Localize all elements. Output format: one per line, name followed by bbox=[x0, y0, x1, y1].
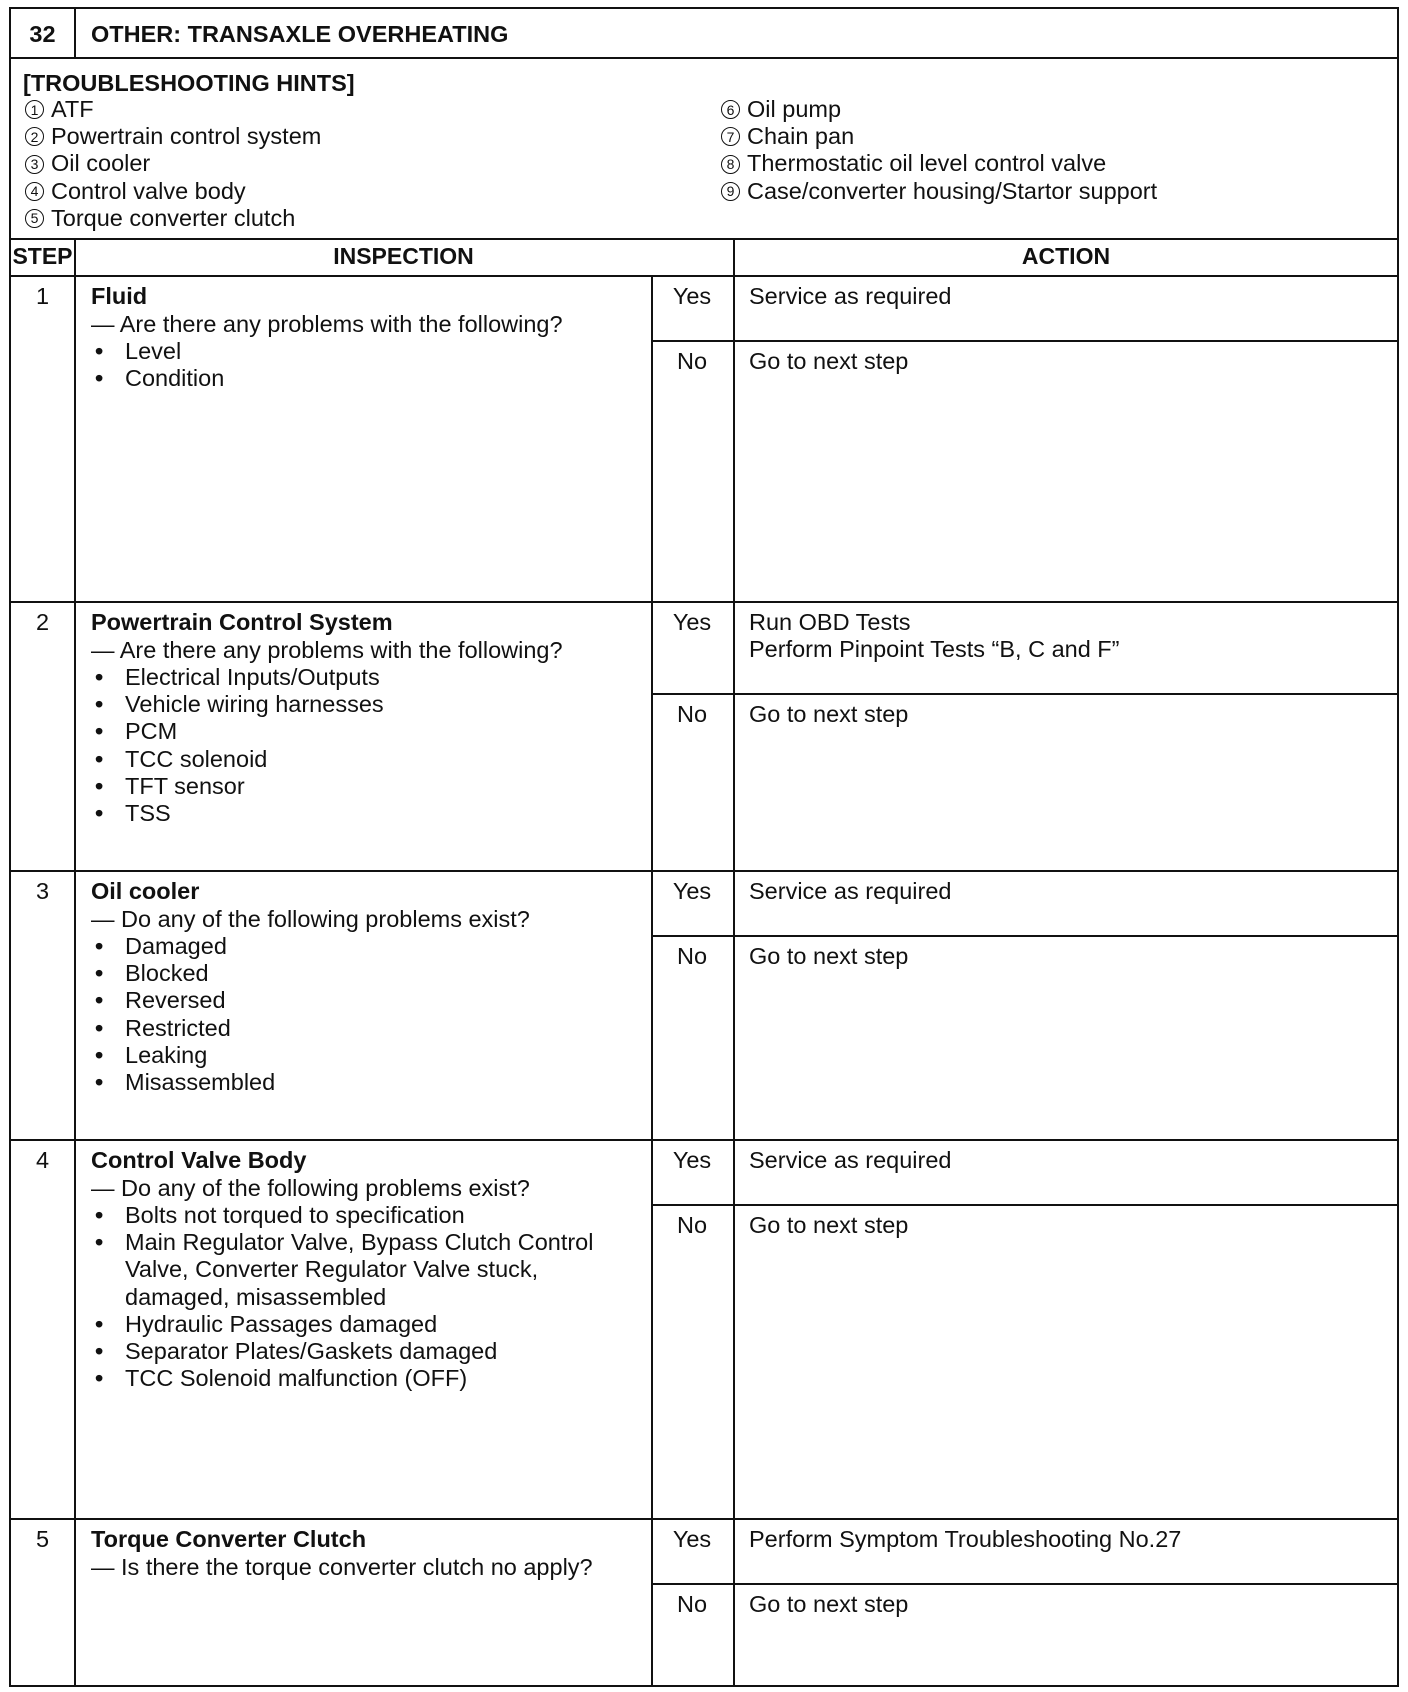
step-2-item: • TFT sensor bbox=[91, 773, 384, 800]
step-2-no-label: No bbox=[676, 701, 708, 727]
hint-text: Oil cooler bbox=[51, 150, 151, 177]
step-4-title: Control Valve Body bbox=[91, 1147, 307, 1173]
step-1-yes-action: Service as required bbox=[749, 283, 952, 309]
hint-item bbox=[23, 205, 321, 232]
rule-step-1-bottom bbox=[11, 601, 1397, 603]
section-number: 32 bbox=[29, 21, 56, 47]
step-5-yes-action: Perform Symptom Troubleshooting No.27 bbox=[749, 1526, 1182, 1552]
hint-text: Chain pan bbox=[747, 123, 855, 150]
step-4-item: • TCC Solenoid malfunction (OFF) bbox=[91, 1365, 593, 1392]
rule-step-2-bottom bbox=[11, 870, 1397, 872]
hint-item bbox=[719, 150, 1157, 177]
hint-item bbox=[23, 96, 321, 123]
circled-number-icon: 9 bbox=[721, 182, 740, 201]
rule-step-column bbox=[74, 238, 76, 1685]
step-3-item: • Blocked bbox=[91, 960, 275, 987]
step-1-item: • Level bbox=[91, 338, 224, 365]
step-4-number: 4 bbox=[35, 1147, 50, 1173]
hint-text: ATF bbox=[51, 96, 94, 122]
hint-text: Torque converter clutch bbox=[51, 204, 296, 231]
step-5-title: Torque Converter Clutch bbox=[91, 1526, 367, 1552]
step-5-no-action: Go to next step bbox=[749, 1591, 909, 1617]
step-4-item: • Hydraulic Passages damaged bbox=[91, 1311, 593, 1338]
hint-text: Thermostatic oil level control valve bbox=[747, 150, 1107, 177]
step-3-question: — Do any of the following problems exist? bbox=[91, 906, 530, 932]
step-2-yes-action: Run OBD Tests bbox=[749, 609, 911, 635]
hints-list-left bbox=[23, 96, 321, 232]
hint-item bbox=[23, 150, 321, 177]
step-2-question: — Are there any problems with the following? bbox=[91, 637, 563, 663]
step-4-item: Valve, Converter Regulator Valve stuck, bbox=[125, 1256, 539, 1283]
step-1-item: • Condition bbox=[91, 365, 224, 392]
rule-hints-bottom bbox=[11, 238, 1397, 240]
rule-step-3-bottom bbox=[11, 1139, 1397, 1141]
step-3-no-action: Go to next step bbox=[749, 943, 909, 969]
hint-item bbox=[719, 96, 1157, 123]
step-4-no-action: Go to next step bbox=[749, 1212, 909, 1238]
step-2-item: • TSS bbox=[91, 800, 384, 827]
hint-item bbox=[23, 123, 321, 150]
rule-action-column bbox=[733, 238, 735, 1685]
rule-step-4-yes-no bbox=[651, 1204, 1397, 1206]
circled-number-icon: 4 bbox=[25, 182, 44, 201]
rule-yes-no-column bbox=[651, 275, 653, 1685]
step-2-item: • TCC solenoid bbox=[91, 746, 384, 773]
circled-number-icon: 6 bbox=[721, 100, 740, 119]
step-3-item: • Reversed bbox=[91, 987, 275, 1014]
circled-number-icon: 5 bbox=[25, 209, 44, 228]
step-1-title: Fluid bbox=[91, 283, 148, 309]
circled-number-icon: 7 bbox=[721, 127, 740, 146]
hints-list-right bbox=[719, 96, 1157, 205]
step-1-no-label: No bbox=[676, 348, 708, 374]
column-header-action: ACTION bbox=[1021, 243, 1111, 269]
hint-text: Case/converter housing/Startor support bbox=[747, 177, 1158, 204]
rule-header-bottom bbox=[11, 57, 1397, 59]
step-3-no-label: No bbox=[676, 943, 708, 969]
hint-item bbox=[719, 123, 1157, 150]
circled-number-icon: 2 bbox=[25, 127, 44, 146]
step-3-yes-label: Yes bbox=[672, 878, 712, 904]
step-1-number: 1 bbox=[35, 283, 50, 309]
step-2-yes-label: Yes bbox=[672, 609, 712, 635]
step-3-item: • Misassembled bbox=[91, 1069, 275, 1096]
hint-item bbox=[719, 178, 1157, 205]
step-3-item: • Damaged bbox=[91, 933, 275, 960]
step-2-title: Powertrain Control System bbox=[91, 609, 393, 635]
step-4-yes-label: Yes bbox=[672, 1147, 712, 1173]
step-5-number: 5 bbox=[35, 1526, 50, 1552]
hints-title: [TROUBLESHOOTING HINTS] bbox=[23, 70, 355, 96]
step-2-yes-action: Perform Pinpoint Tests “B, C and F” bbox=[749, 636, 1120, 662]
step-4-item: • Main Regulator Valve, Bypass Clutch Control bbox=[91, 1229, 593, 1256]
step-2-item: • Vehicle wiring harnesses bbox=[91, 691, 384, 718]
rule-step-2-yes-no bbox=[651, 693, 1397, 695]
rule-column-headers-bottom bbox=[11, 275, 1397, 277]
step-4-yes-action: Service as required bbox=[749, 1147, 952, 1173]
step-4-question: — Do any of the following problems exist? bbox=[91, 1175, 530, 1201]
step-3-item-list bbox=[91, 933, 275, 1096]
step-5-no-label: No bbox=[676, 1591, 708, 1617]
step-2-no-action: Go to next step bbox=[749, 701, 909, 727]
step-2-item: • PCM bbox=[91, 718, 384, 745]
step-1-question: — Are there any problems with the following? bbox=[91, 311, 563, 337]
rule-step-5-yes-no bbox=[651, 1583, 1397, 1585]
step-3-number: 3 bbox=[35, 878, 50, 904]
step-4-item: damaged, misassembled bbox=[125, 1283, 387, 1310]
troubleshooting-sheet bbox=[9, 7, 1399, 1687]
circled-number-icon: 3 bbox=[25, 155, 44, 174]
hint-text: Control valve body bbox=[51, 177, 246, 204]
step-4-item: • Separator Plates/Gaskets damaged bbox=[91, 1338, 593, 1365]
step-2-item-list bbox=[91, 664, 384, 827]
step-3-item: • Restricted bbox=[91, 1015, 275, 1042]
step-3-title: Oil cooler bbox=[91, 878, 200, 904]
step-5-question: — Is there the torque converter clutch no apply? bbox=[91, 1554, 593, 1580]
circled-number-icon: 1 bbox=[25, 100, 44, 119]
step-4-no-label: No bbox=[676, 1212, 708, 1238]
rule-step-3-yes-no bbox=[651, 935, 1397, 937]
step-2-item: • Electrical Inputs/Outputs bbox=[91, 664, 384, 691]
step-3-yes-action: Service as required bbox=[749, 878, 952, 904]
hint-text: Powertrain control system bbox=[51, 123, 322, 150]
column-header-inspection: INSPECTION bbox=[333, 243, 474, 269]
rule-step-4-bottom bbox=[11, 1518, 1397, 1520]
step-4-item-list bbox=[91, 1202, 593, 1392]
column-header-step: STEP bbox=[12, 243, 73, 269]
step-1-item-list bbox=[91, 338, 224, 392]
step-4-item: • Bolts not torqued to specification bbox=[91, 1202, 593, 1229]
step-3-item: • Leaking bbox=[91, 1042, 275, 1069]
rule-step-1-yes-no bbox=[651, 340, 1397, 342]
step-1-no-action: Go to next step bbox=[749, 348, 909, 374]
step-2-number: 2 bbox=[35, 609, 50, 635]
section-title: OTHER: TRANSAXLE OVERHEATING bbox=[91, 21, 509, 47]
circled-number-icon: 8 bbox=[721, 155, 740, 174]
step-1-yes-label: Yes bbox=[672, 283, 712, 309]
rule-header-divider bbox=[74, 9, 76, 57]
hint-text: Oil pump bbox=[747, 96, 842, 122]
step-5-yes-label: Yes bbox=[672, 1526, 712, 1552]
hint-item bbox=[23, 178, 321, 205]
